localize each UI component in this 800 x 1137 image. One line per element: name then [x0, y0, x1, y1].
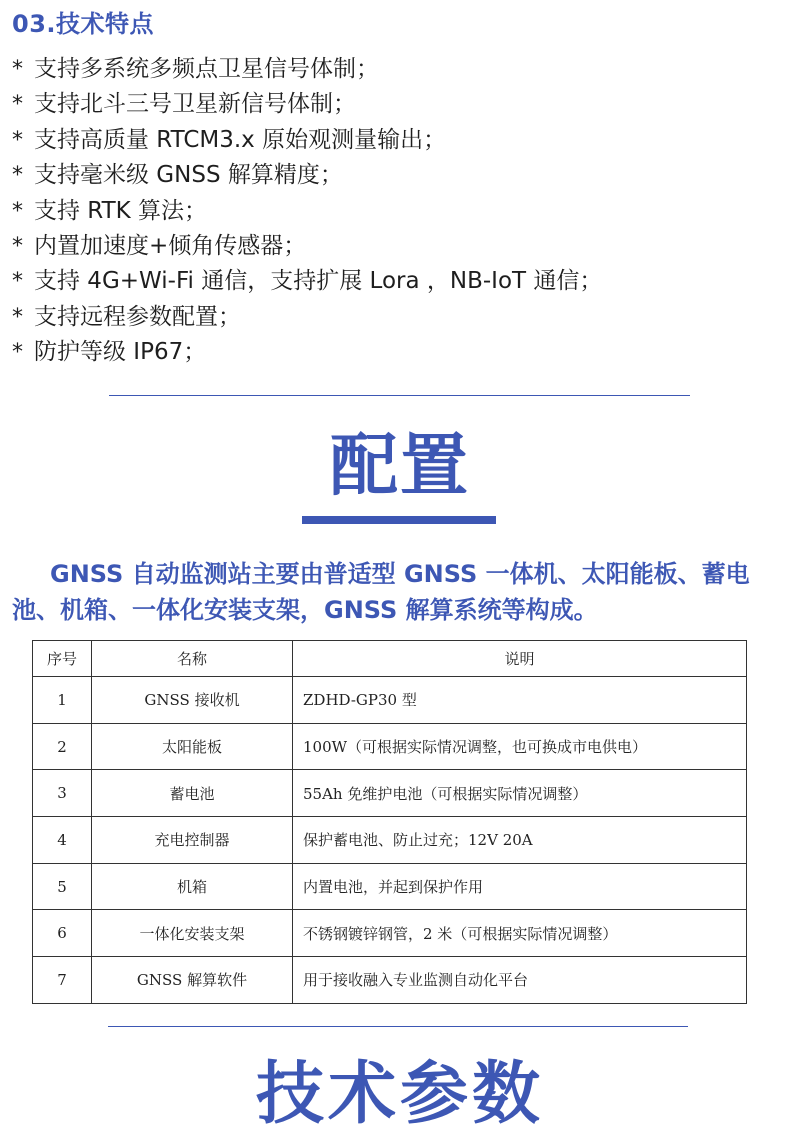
bullet-icon: *: [12, 92, 23, 118]
feature-text: 内置加速度+倾角传感器；: [34, 232, 307, 259]
row-no: 6: [33, 910, 92, 957]
feature-text: 支持 4G+Wi-Fi 通信，支持扩展 Lora ，NB-IoT 通信；: [34, 268, 603, 295]
bullet-icon: *: [12, 233, 23, 259]
config-title: 配置: [329, 427, 470, 506]
row-name: 太阳能板: [92, 723, 293, 770]
row-desc: 不锈钢镀锌钢管，2 米（可根据实际情况调整）: [293, 910, 747, 957]
table-row: [33, 723, 747, 770]
feature-list: [12, 52, 602, 371]
table-row: [33, 863, 747, 910]
bullet-icon: *: [12, 198, 23, 224]
row-name: 机箱: [92, 863, 293, 910]
row-no: 3: [33, 770, 92, 817]
feature-item: [12, 194, 602, 229]
feature-text: 支持毫米级 GNSS 解算精度；: [34, 162, 343, 189]
feature-item: [12, 300, 602, 335]
specs-title: 技术参数: [255, 1055, 544, 1134]
feature-item: [12, 52, 602, 87]
row-name: 充电控制器: [92, 817, 293, 864]
row-desc: ZDHD-GP30 型: [293, 677, 747, 724]
feature-text: 防护等级 IP67；: [34, 339, 207, 366]
bullet-icon: *: [12, 57, 23, 82]
bullet-icon: *: [12, 127, 23, 153]
row-desc: 内置电池，并起到保护作用: [293, 863, 747, 910]
table-row: [33, 957, 747, 1004]
row-no: 1: [33, 677, 92, 724]
divider: [108, 1026, 688, 1027]
row-no: 2: [33, 723, 92, 770]
row-no: 5: [33, 863, 92, 910]
table-header-row: [33, 641, 747, 677]
feature-item: [12, 123, 602, 158]
config-intro: GNSS 自动监测站主要由普适型 GNSS 一体机、太阳能板、蓄电池、机箱、一体化安装支架，GNSS 解算系统等构成。: [12, 560, 750, 624]
feature-item: [12, 158, 602, 193]
feature-text: 支持远程参数配置；: [34, 303, 241, 330]
feature-item: [12, 264, 602, 299]
row-name: GNSS 接收机: [92, 677, 293, 724]
row-name: GNSS 解算软件: [92, 957, 293, 1004]
row-name: 蓄电池: [92, 770, 293, 817]
feature-text: 支持 RTK 算法；: [34, 197, 208, 224]
table-row: [33, 677, 747, 724]
row-desc: 用于接收融入专业监测自动化平台: [293, 957, 747, 1004]
title-underline: [302, 516, 496, 524]
table-row: [33, 817, 747, 864]
section-heading: 03.技术特点: [12, 10, 155, 38]
row-desc: 保护蓄电池、防止过充；12V 20A: [293, 817, 747, 864]
row-no: 7: [33, 957, 92, 1004]
divider: [109, 395, 690, 396]
row-desc: 100W（可根据实际情况调整，也可换成市电供电）: [293, 723, 747, 770]
bullet-icon: *: [12, 304, 23, 330]
config-table: [32, 640, 747, 1004]
header-desc: 说明: [293, 641, 747, 677]
bullet-icon: *: [12, 340, 23, 366]
header-name: 名称: [92, 641, 293, 677]
table-row: [33, 910, 747, 957]
feature-item: [12, 87, 602, 122]
bullet-icon: *: [12, 269, 23, 295]
table-row: [33, 770, 747, 817]
header-no: 序号: [33, 641, 92, 677]
feature-item: [12, 229, 602, 264]
row-desc: 55Ah 免维护电池（可根据实际情况调整）: [293, 770, 747, 817]
feature-text: 支持北斗三号卫星新信号体制；: [34, 91, 356, 118]
row-name: 一体化安装支架: [92, 910, 293, 957]
bullet-icon: *: [12, 163, 23, 189]
feature-text: 支持高质量 RTCM3.x 原始观测量输出；: [34, 126, 447, 153]
row-no: 4: [33, 817, 92, 864]
feature-item: [12, 335, 602, 370]
feature-text: 支持多系统多频点卫星信号体制；: [34, 56, 379, 82]
